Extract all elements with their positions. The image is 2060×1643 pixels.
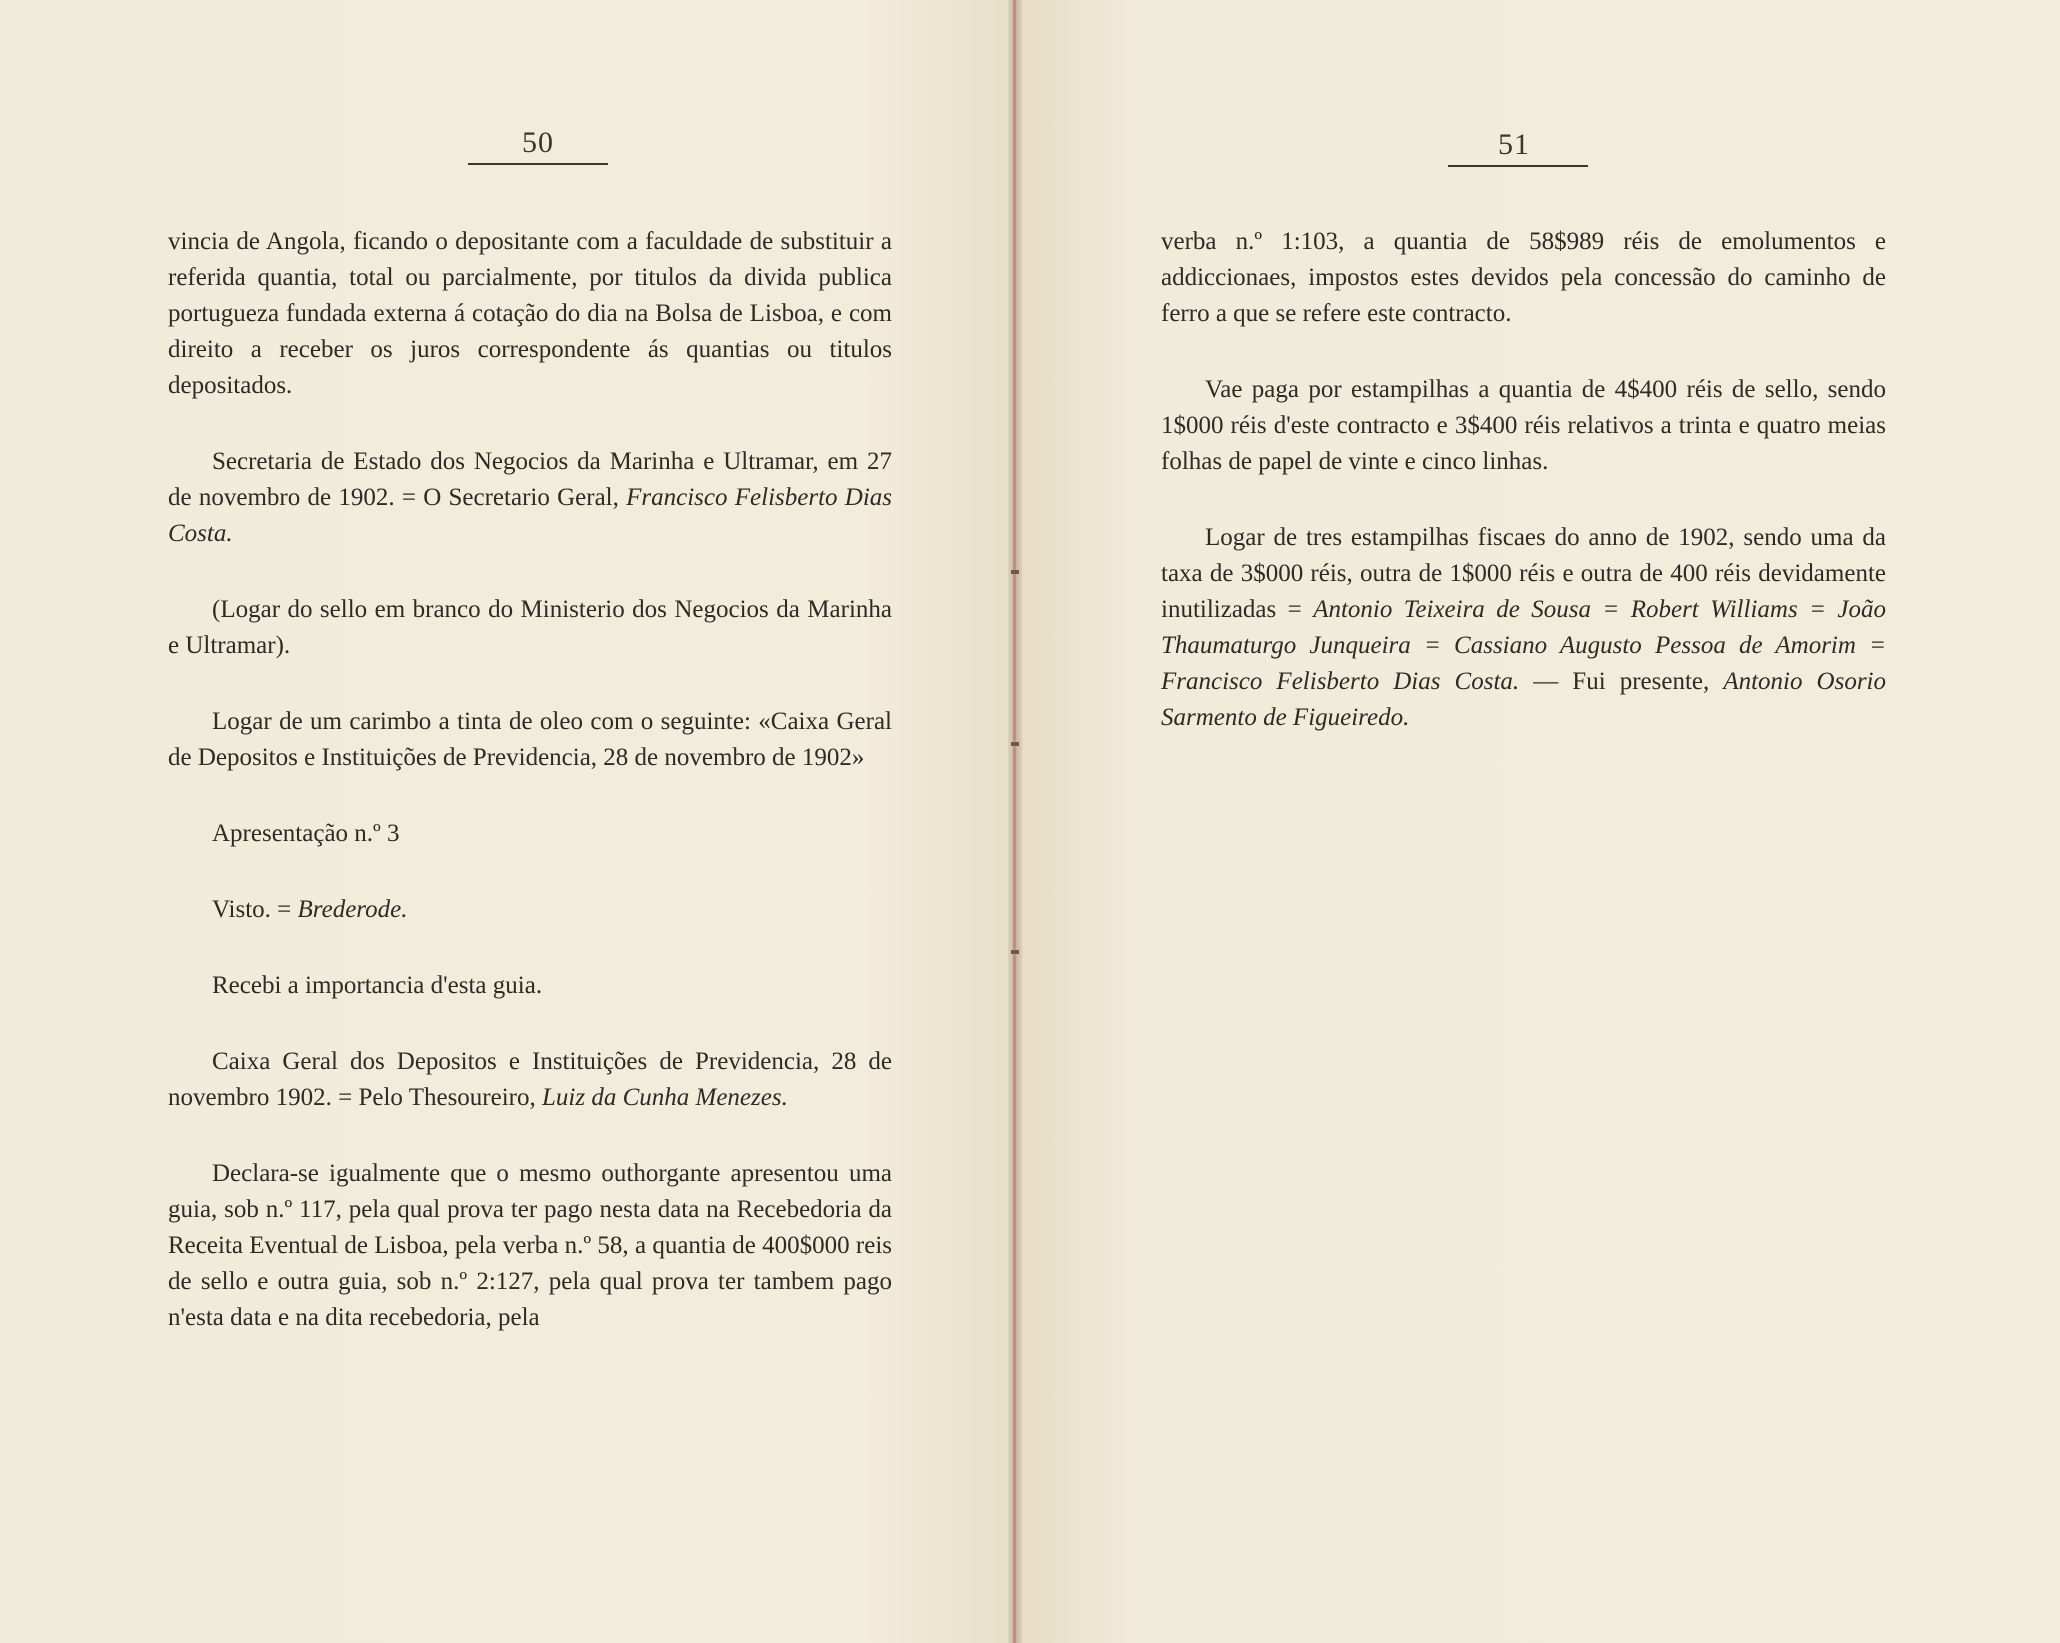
paragraph [1161, 520, 1886, 736]
right-page-body [1161, 224, 1886, 776]
paragraph [168, 224, 892, 404]
paragraph [168, 1156, 892, 1336]
paragraph-text: Caixa Geral dos Depositos e Instituições de Previdencia, 28 de novembro 1902. = Pelo Thesoureiro, [168, 1048, 892, 1111]
paragraph [168, 592, 892, 664]
italic-text: Brederode. [297, 896, 408, 923]
paragraph [1161, 372, 1886, 480]
paragraph-text: (Logar do sello em branco do Ministerio dos Negocios da Marinha e Ultramar). [168, 596, 892, 659]
paragraph [168, 892, 892, 928]
paragraph-text: — Fui presente, [1519, 668, 1724, 695]
header-rule [468, 163, 608, 165]
page-number: 50 [522, 126, 554, 159]
paragraph [168, 444, 892, 552]
paragraph-text: Logar de tres estampilhas fiscaes do anno de 1902, sendo uma da taxa de 3$000 réis, outra de 1$000 réis e outra de 400 réis devidamente inutilizadas = [1161, 524, 1886, 623]
paragraph-text: Declara-se igualmente que o mesmo outhorgante apresentou uma guia, sob n.º 117, pela qual prova ter pago nesta data na Recebedoria da Receita Eventual de Lisboa, pela verba n.º 58, a quantia de 400$000 reis de sello e outra guia, sob n.º 2:127, pela qual prova ter tambem pago n'esta data e na dita recebedoria, pela [168, 1160, 892, 1331]
left-page-body [168, 224, 892, 1376]
paragraph-text: Visto. = [212, 896, 298, 923]
right-page [1015, 0, 2060, 1643]
paragraph-text: Logar de um carimbo a tinta de oleo com o seguinte: «Caixa Geral de Depositos e Instituições de Previdencia, 28 de novembro de 1902» [168, 708, 892, 771]
paragraph [168, 1044, 892, 1116]
paragraph-text: Vae paga por estampilhas a quantia de 4$400 réis de sello, sendo 1$000 réis d'este contracto e 3$400 réis relativos a trinta e quatro meias folhas de papel de vinte e cinco linhas. [1161, 376, 1886, 475]
italic-text: Antonio Osorio Sarmento de Figueiredo. [1161, 668, 1886, 731]
paragraph-text: Recebi a importancia d'esta guia. [212, 972, 543, 999]
binding-thread [1013, 0, 1016, 1643]
paragraph-text: Apresentação n.º 3 [212, 820, 400, 847]
header-rule [1448, 165, 1588, 167]
paragraph-text: Secretaria de Estado dos Negocios da Marinha e Ultramar, em 27 de novembro de 1902. = O Secretario Geral, [168, 448, 892, 511]
paragraph [168, 816, 892, 852]
paragraph [168, 704, 892, 776]
paragraph-text: verba n.º 1:103, a quantia de 58$989 réis de emolumentos e addiccionaes, impostos estes devidos pela concessão do caminho de ferro a que se refere este contracto. [1161, 228, 1886, 327]
italic-text: Antonio Teixeira de Sousa = Robert Williams = João Thaumaturgo Junqueira = Cassiano Augusto Pessoa de Amorim = Francisco Felisberto Dias Costa. [1161, 596, 1886, 695]
paragraph [1161, 224, 1886, 332]
paragraph [168, 968, 892, 1004]
left-page [0, 0, 1015, 1643]
italic-text: Luiz da Cunha Menezes. [542, 1084, 788, 1111]
binding-stitch [1011, 742, 1019, 746]
page-number: 51 [1498, 128, 1530, 161]
paragraph-text: vincia de Angola, ficando o depositante com a faculdade de substituir a referida quantia, total ou parcialmente, por titulos da divida publica portugueza fundada externa á cotação do dia na Bolsa de Lisboa, e com direito a receber os juros correspondente ás quantias ou titulos depositados. [168, 228, 892, 399]
italic-text: Francisco Felisberto Dias Costa. [168, 484, 892, 547]
binding-stitch [1011, 950, 1019, 954]
binding-stitch [1011, 570, 1019, 574]
